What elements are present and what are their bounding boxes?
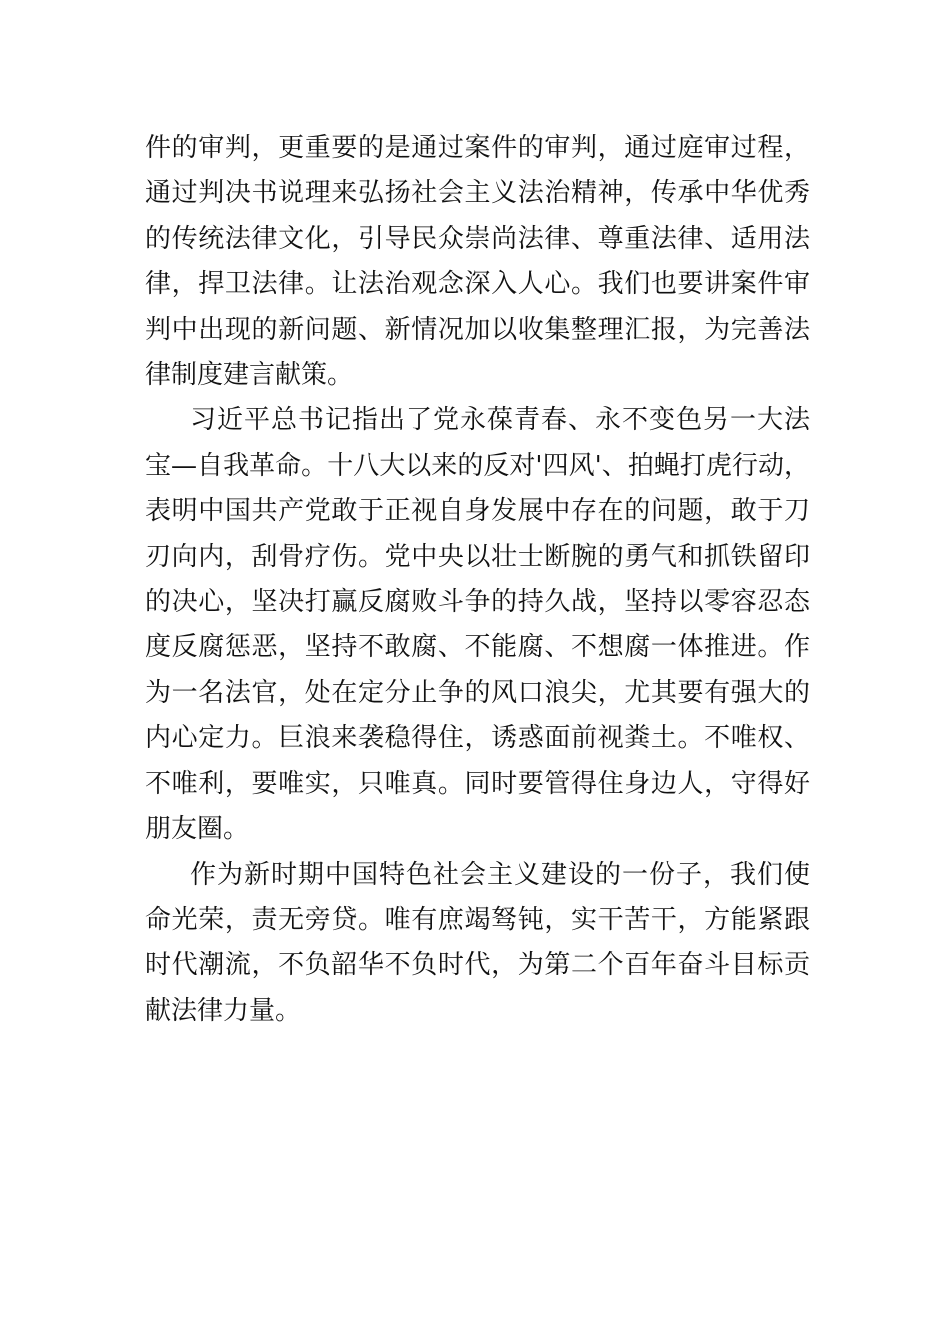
paragraph-mission: 作为新时期中国特色社会主义建设的一份子，我们使命光荣，责无旁贷。唯有庶竭驽钝，实干苦干，方能紧跟时代潮流，不负韶华不负时代，为第二个百年奋斗目标贡献法律力量。 — [145, 859, 810, 1026]
paragraph-continuation: 件的审判，更重要的是通过案件的审判，通过庭审过程，通过判决书说理来弘扬社会主义法治精神，传承中华优秀的传统法律文化，引导民众崇尚法律、尊重法律、适用法律，捍卫法律。让法治观念深入人心。我们也要讲案件审判中出现的新问题、新情况加以收集整理汇报，为完善法律制度建言献策。 — [145, 133, 810, 391]
paragraph-self-revolution: 习近平总书记指出了党永葆青春、永不变色另一大法宝—自我革命。十八大以来的反对'四风'、拍蝇打虎行动，表明中国共产党敢于正视自身发展中存在的问题，敢于刀刃向内，刮骨疗伤。党中央以壮士断腕的勇气和抓铁留印的决心，坚决打赢反腐败斗争的持久战，坚持以零容忍态度反腐惩恶，坚持不敢腐、不能腐、不想腐一体推进。作为一名法官，处在定分止争的风口浪尖，尤其要有强大的内心定力。巨浪来袭稳得住，诱惑面前视粪土。不唯权、不唯利，要唯实，只唯真。同时要管得住身边人，守得好朋友圈。 — [145, 405, 810, 845]
document-body — [145, 126, 810, 1034]
